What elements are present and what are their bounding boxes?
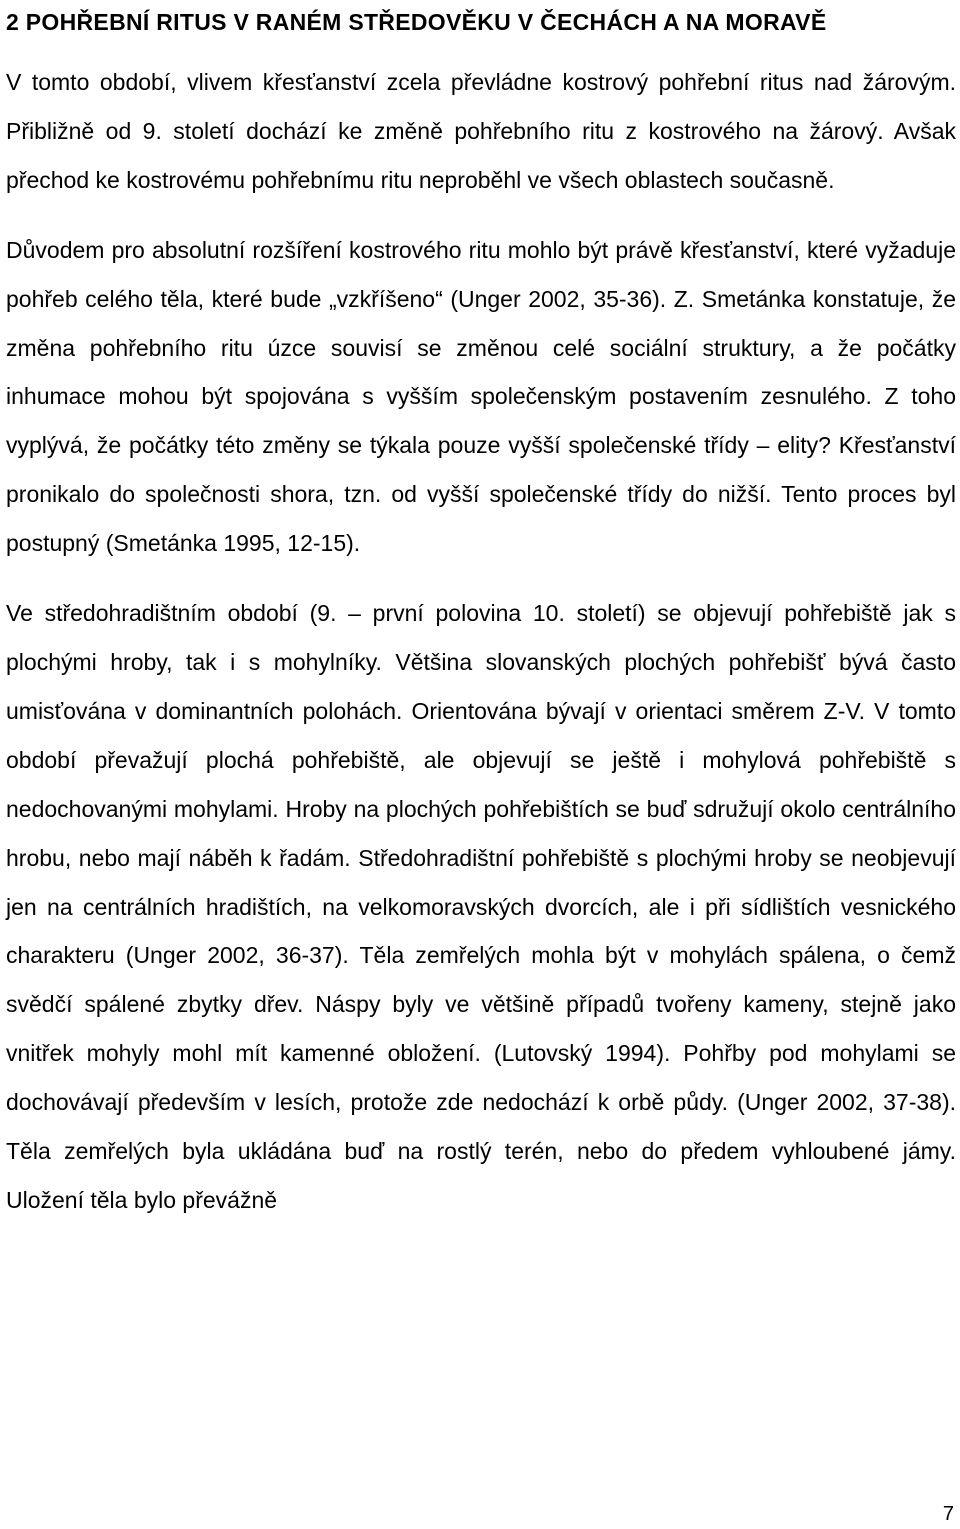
paragraph-2: Důvodem pro absolutní rozšíření kostrového ritu mohlo být právě křesťanství, které vyžaduje pohřeb celého těla, které bude „vzkříšeno“ (Unger 2002, 35-36). Z. Smetánka konstatuje, že změna pohřebního ritu úzce souvisí se změnou celé sociální struktury, a že počátky inhumace mohou být spojována s vyšším společenským postavením zesnulého. Z toho vyplývá, že počátky této změny se týkala pouze vyšší společenské třídy – elity? Křesťanství pronikalo do společnosti shora, tzn. od vyšší společenské třídy do nižší. Tento proces byl postupný (Smetánka 1995, 12-15).: [6, 236, 956, 557]
paragraph-1: V tomto období, vlivem křesťanství zcela převládne kostrový pohřební ritus nad žárovým. Přibližně od 9. století dochází ke změně pohřebního ritu z kostrového na žárový. Avšak přechod ke kostrovému pohřebnímu ritu neproběhl ve všech oblastech současně.: [6, 69, 956, 193]
paragraph-3: Ve středohradištním období (9. – první polovina 10. století) se objevují pohřebiště jak s plochými hroby, tak i s mohylníky. Většina slovanských plochých pohřebišť bývá často umisťována v dominantních polohách. Orientována bývají v orientaci směrem Z-V. V tomto období převažují plochá pohřebiště, ale objevují se ještě i mohylová pohřebiště s nedochovanými mohylami. Hroby na plochých pohřebištích se buď sdružují okolo centrálního hrobu, nebo mají náběh k řadám. Středohradištní pohřebiště s plochými hroby se neobjevují jen na centrálních hradištích, na velkomoravských dvorcích, ale i při sídlištích vesnického charakteru (Unger 2002, 36-37). Těla zemřelých mohla být v mohylách spálena, o čemž svědčí spálené zbytky dřev. Náspy byly ve většině případů tvořeny kameny, stejně jako vnitřek mohyly mohl mít kamenné obložení. (Lutovský 1994). Pohřby pod mohylami se dochovávají především v lesích, protože zde nedochází k orbě půdy. (Unger 2002, 37-38). Těla zemřelých byla ukládána buď na rostlý terén, nebo do předem vyhloubené jámy. Uložení těla bylo převážně: [6, 600, 956, 1213]
document-page: [6, 0, 956, 1225]
page-number: 7: [942, 1503, 954, 1525]
chapter-heading: 2 POHŘEBNÍ RITUS V RANÉM STŘEDOVĚKU V ČECHÁCH A NA MORAVĚ: [6, 9, 827, 35]
